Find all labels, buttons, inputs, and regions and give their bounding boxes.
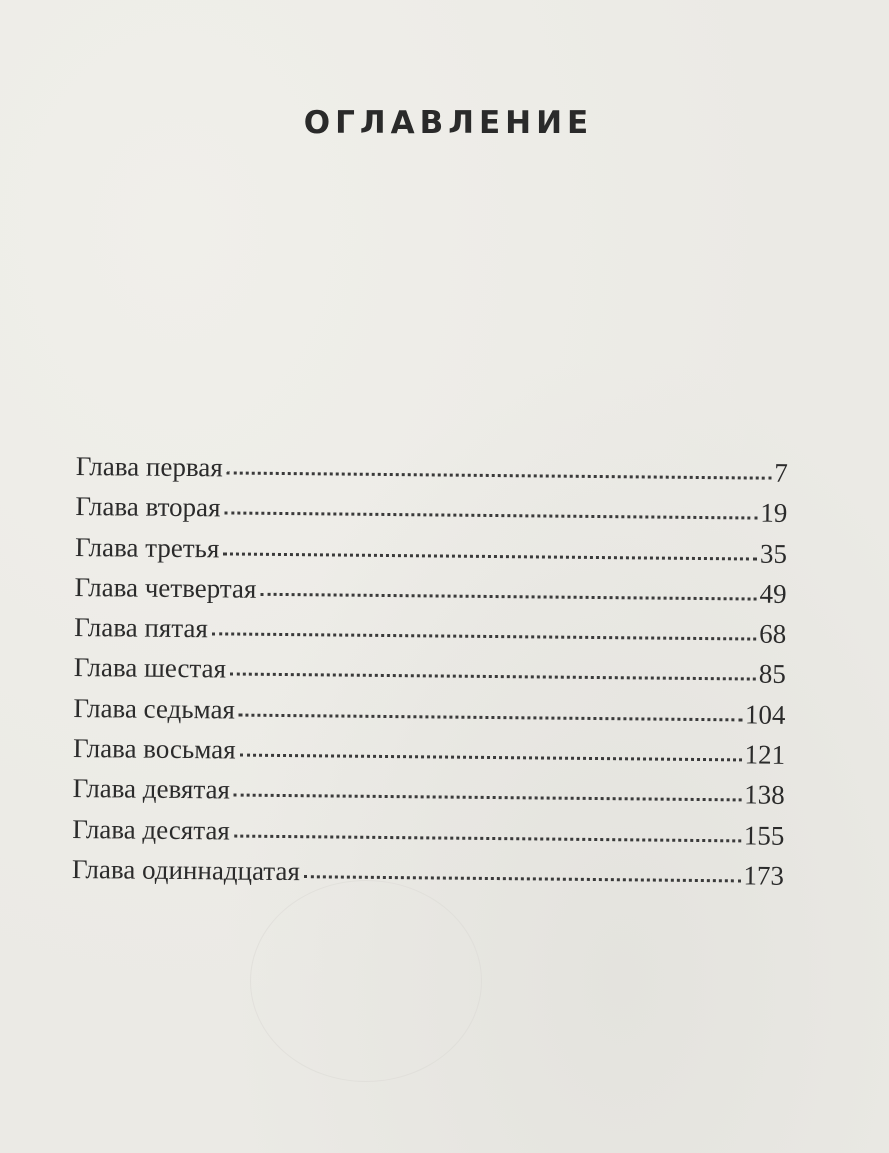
chapter-title: Глава вторая: [75, 491, 221, 523]
toc-entry[interactable]: [74, 647, 786, 694]
chapter-title: Глава восьмая: [72, 733, 236, 765]
page-number: 121: [744, 739, 786, 770]
page-number: 173: [743, 860, 785, 891]
page-number: 49: [759, 578, 787, 609]
chapter-title: Глава девятая: [72, 773, 231, 805]
chapter-title: Глава пятая: [74, 612, 208, 644]
page-number: 7: [774, 457, 788, 488]
dot-leader: [239, 713, 742, 721]
dot-leader: [240, 754, 742, 762]
chapter-title: Глава десятая: [72, 813, 230, 846]
table-of-contents: [72, 446, 788, 896]
dot-leader: [223, 552, 757, 560]
chapter-title: Глава одиннадцатая: [71, 853, 301, 887]
page-number: 138: [744, 779, 785, 811]
page-number: 155: [743, 820, 785, 851]
toc-entry[interactable]: [76, 446, 788, 493]
toc-entry[interactable]: [73, 688, 785, 735]
chapter-title: Глава первая: [75, 450, 223, 483]
dot-leader: [224, 512, 757, 520]
page-number: 35: [759, 538, 788, 569]
dot-leader: [234, 794, 741, 802]
toc-entry[interactable]: [75, 486, 787, 533]
page-number: 85: [758, 659, 786, 690]
dot-leader: [260, 593, 756, 601]
dot-leader: [227, 471, 772, 479]
page-number: 104: [744, 699, 786, 730]
page-title: ОГЛАВЛЕНИЕ: [303, 104, 594, 141]
dot-leader: [304, 875, 741, 882]
chapter-title: Глава четвертая: [74, 571, 257, 604]
toc-entry[interactable]: [74, 567, 786, 614]
paper-crease: [250, 880, 482, 1082]
toc-entry[interactable]: [72, 809, 784, 856]
chapter-title: Глава третья: [74, 531, 220, 563]
toc-entry[interactable]: [73, 728, 785, 775]
toc-entry[interactable]: [73, 768, 785, 815]
page-number: 68: [759, 618, 787, 650]
chapter-title: Глава шестая: [73, 652, 227, 684]
toc-entry[interactable]: [75, 527, 787, 574]
chapter-title: Глава седьмая: [73, 692, 236, 725]
toc-entry[interactable]: [74, 607, 786, 654]
dot-leader: [234, 834, 741, 842]
toc-entry[interactable]: [72, 849, 784, 896]
page-number: 19: [760, 497, 788, 529]
dot-leader: [212, 632, 756, 640]
dot-leader: [230, 673, 756, 681]
